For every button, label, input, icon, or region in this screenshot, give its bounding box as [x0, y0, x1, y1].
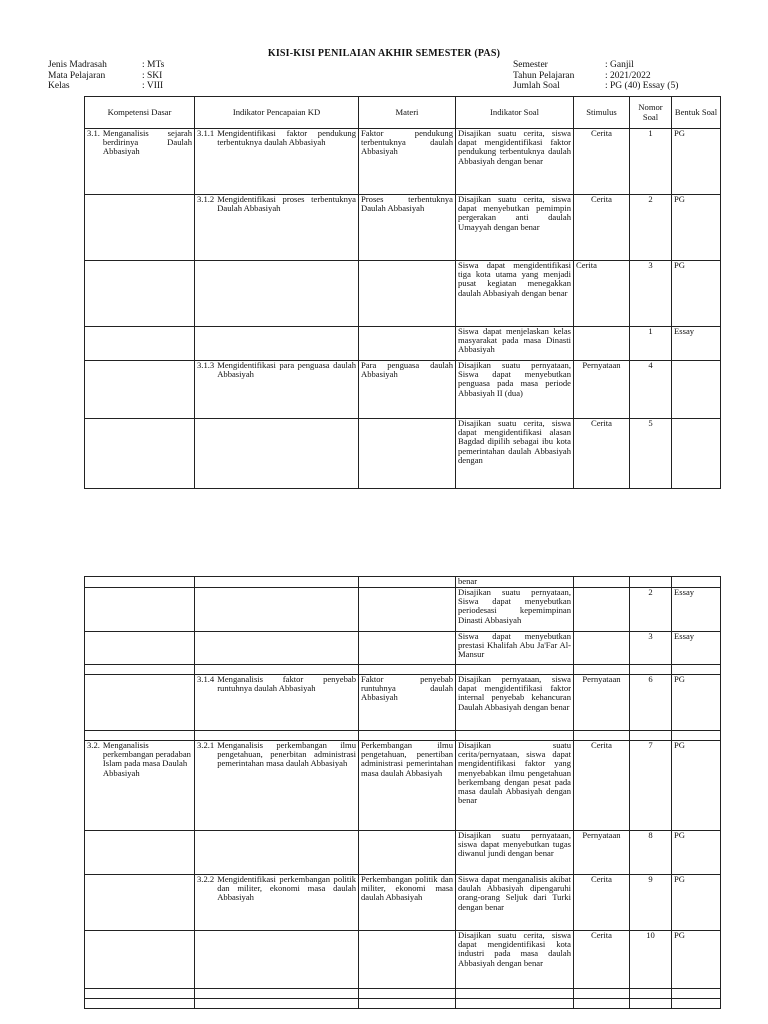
indikator-soal-cell: Disajikan suatu pernyataan, siswa dapat menyebutkan tugas diwanul jundi dengan benar	[456, 831, 574, 875]
ipk-text: Menganalisis perkembangan ilmu pengetahuan, penerbitan administrasi pemerintahan masa daulah Abbasiyah	[217, 740, 356, 769]
kd-cell	[85, 327, 195, 361]
ipk-cell	[195, 632, 359, 665]
ipk-text: Menganalisis faktor penyebab runtuhnya daulah Abbasiyah	[217, 674, 356, 694]
materi-cell	[359, 731, 456, 741]
indikator-soal-cell: Disajikan suatu cerita/pernyataan, siswa dapat mengidentifikasi faktor yang menyebabkan ilmu pengetahuan berkembang dengan pesat pada masa daulah Abbasiyah dengan benar	[456, 741, 574, 831]
materi-cell	[359, 999, 456, 1009]
header-nomor-soal: Nomor Soal	[630, 97, 672, 129]
materi-cell: Faktor penyebab runtuhnya daulah Abbasiyah	[359, 675, 456, 731]
stimulus-cell: Cerita	[574, 931, 630, 989]
table-row	[85, 741, 721, 831]
bentuk-soal-cell	[672, 731, 721, 741]
nomor-soal-cell: 9	[630, 875, 672, 931]
nomor-soal-cell: 6	[630, 675, 672, 731]
table-header-row	[85, 97, 721, 129]
indikator-soal-cell	[456, 731, 574, 741]
kd-cell	[85, 577, 195, 588]
materi-cell: Perkembangan politik dan militer, ekonomi masa daulah Abbasiyah	[359, 875, 456, 931]
indikator-soal-cell: Siswa dapat menyebutkan prestasi Khalifah Abu Ja'Far Al-Mansur	[456, 632, 574, 665]
ipk-cell	[195, 831, 359, 875]
ipk-text: Mengidentifikasi faktor pendukung terbentuknya daulah Abbasiyah	[217, 128, 356, 148]
header-bentuk-soal: Bentuk Soal	[672, 97, 721, 129]
nomor-soal-cell: 2	[630, 588, 672, 632]
ipk-cell	[195, 419, 359, 489]
ipk-cell	[195, 588, 359, 632]
kd-cell	[85, 875, 195, 931]
table-row	[85, 419, 721, 489]
materi-cell: Para penguasa daulah Abbasiyah	[359, 361, 456, 419]
bentuk-soal-cell	[672, 999, 721, 1009]
ipk-cell	[195, 129, 359, 195]
stimulus-cell: Cerita	[574, 261, 630, 327]
meta-left	[48, 60, 164, 92]
ipk-cell	[195, 361, 359, 419]
meta-label: Semester	[513, 60, 548, 70]
table-row	[85, 195, 721, 261]
stimulus-cell	[574, 989, 630, 999]
kd-cell	[85, 989, 195, 999]
bentuk-soal-cell	[672, 665, 721, 675]
materi-cell	[359, 931, 456, 989]
kisi-kisi-table-part-1	[84, 96, 721, 489]
ipk-number: 3.1.3	[197, 360, 215, 370]
ipk-cell	[195, 577, 359, 588]
meta-value: : PG (40) Essay (5)	[605, 81, 679, 91]
materi-cell	[359, 989, 456, 999]
nomor-soal-cell: 3	[630, 632, 672, 665]
header-indikator-soal: Indikator Soal	[456, 97, 574, 129]
bentuk-soal-cell: PG	[672, 741, 721, 831]
indikator-soal-cell	[456, 999, 574, 1009]
bentuk-soal-cell: PG	[672, 675, 721, 731]
nomor-soal-cell: 10	[630, 931, 672, 989]
kd-cell	[85, 665, 195, 675]
indikator-soal-cell: benar	[456, 577, 574, 588]
ipk-cell	[195, 931, 359, 989]
stimulus-cell	[574, 588, 630, 632]
materi-cell	[359, 419, 456, 489]
table-row	[85, 129, 721, 195]
table-row	[85, 931, 721, 989]
materi-cell	[359, 577, 456, 588]
nomor-soal-cell: 4	[630, 361, 672, 419]
kd-cell	[85, 129, 195, 195]
nomor-soal-cell: 3	[630, 261, 672, 327]
materi-cell: Proses terbentuknya Daulah Abbasiyah	[359, 195, 456, 261]
nomor-soal-cell: 1	[630, 327, 672, 361]
meta-value: : Ganjil	[605, 60, 634, 70]
kd-cell	[85, 419, 195, 489]
indikator-soal-cell: Disajikan suatu cerita, siswa dapat menyebutkan pemimpin pergerakan anti daulah Umayyah dengan benar	[456, 195, 574, 261]
ipk-cell	[195, 665, 359, 675]
indikator-soal-cell: Disajikan suatu pernyataan, Siswa dapat menyebutkan penguasa pada masa periode Abbasiyah II (dua)	[456, 361, 574, 419]
table-row	[85, 577, 721, 588]
table-row	[85, 361, 721, 419]
stimulus-cell: Pernyataan	[574, 675, 630, 731]
kd-cell	[85, 731, 195, 741]
indikator-soal-cell: Siswa dapat menganalisis akibat daulah Abbasiyah dipengaruhi orang-orang Seljuk dari Turki dengan benar	[456, 875, 574, 931]
nomor-soal-cell	[630, 731, 672, 741]
table-row	[85, 327, 721, 361]
bentuk-soal-cell: PG	[672, 129, 721, 195]
ipk-number: 3.1.4	[197, 674, 215, 684]
header-materi: Materi	[359, 97, 456, 129]
ipk-number: 3.2.2	[197, 874, 215, 884]
meta-value: : MTs	[142, 60, 165, 70]
kd-cell	[85, 675, 195, 731]
stimulus-cell	[574, 731, 630, 741]
bentuk-soal-cell	[672, 419, 721, 489]
nomor-soal-cell	[630, 989, 672, 999]
materi-cell	[359, 588, 456, 632]
stimulus-cell: Cerita	[574, 419, 630, 489]
nomor-soal-cell: 7	[630, 741, 672, 831]
stimulus-cell: Cerita	[574, 129, 630, 195]
kd-cell	[85, 195, 195, 261]
meta-right	[513, 60, 678, 92]
table-row	[85, 588, 721, 632]
ipk-cell	[195, 261, 359, 327]
kd-cell	[85, 831, 195, 875]
ipk-text: Mengidentifikasi para penguasa daulah Abbasiyah	[217, 360, 356, 380]
indikator-soal-cell	[456, 989, 574, 999]
header-indikator-kd: Indikator Pencapaian KD	[195, 97, 359, 129]
meta-label: Mata Pelajaran	[48, 70, 106, 81]
ipk-number: 3.1.1	[197, 128, 215, 138]
nomor-soal-cell: 5	[630, 419, 672, 489]
nomor-soal-cell	[630, 999, 672, 1009]
bentuk-soal-cell: PG	[672, 875, 721, 931]
table-row	[85, 665, 721, 675]
ipk-number: 3.1.2	[197, 194, 215, 204]
indikator-soal-cell: Siswa dapat mengidentifikasi tiga kota utama yang menjadi pusat kegiatan menegakkan daulah Abbasiyah dengan benar	[456, 261, 574, 327]
stimulus-cell: Cerita	[574, 875, 630, 931]
table-row	[85, 999, 721, 1009]
ipk-cell	[195, 999, 359, 1009]
meta-value: : VIII	[142, 81, 164, 91]
kd-cell	[85, 931, 195, 989]
ipk-cell	[195, 989, 359, 999]
kd-cell	[85, 999, 195, 1009]
stimulus-cell: Pernyataan	[574, 361, 630, 419]
table-row	[85, 831, 721, 875]
table-row	[85, 875, 721, 931]
stimulus-cell	[574, 327, 630, 361]
table-row	[85, 632, 721, 665]
meta-label: Jenis Madrasah	[48, 60, 107, 70]
stimulus-cell	[574, 577, 630, 588]
ipk-cell	[195, 875, 359, 931]
kd-cell	[85, 632, 195, 665]
bentuk-soal-cell	[672, 361, 721, 419]
indikator-soal-cell	[456, 665, 574, 675]
table-row	[85, 731, 721, 741]
indikator-soal-cell: Disajikan suatu cerita, siswa dapat mengidentifikasi alasan Bagdad dipilih sebagai ibu kota pemerintahan daulah Abbasiyah dengan	[456, 419, 574, 489]
indikator-soal-cell: Disajikan suatu cerita, siswa dapat mengidentifikasi kota industri pada masa daulah Abbasiyah dengan benar	[456, 931, 574, 989]
indikator-soal-cell: Disajikan suatu cerita, siswa dapat mengidentifikasi faktor pendukung terbentuknya daulah Abbasiyah dengan benar	[456, 129, 574, 195]
bentuk-soal-cell: Essay	[672, 632, 721, 665]
indikator-soal-cell: Disajikan suatu pernyataan, Siswa dapat menyebutkan periodesasi kepemimpinan Dinasti Abbasiyah	[456, 588, 574, 632]
materi-cell	[359, 261, 456, 327]
stimulus-cell	[574, 632, 630, 665]
bentuk-soal-cell: PG	[672, 831, 721, 875]
bentuk-soal-cell: PG	[672, 261, 721, 327]
stimulus-cell: Cerita	[574, 195, 630, 261]
ipk-text: Mengidentifikasi perkembangan politik dan militer, ekonomi masa daulah Abbasiyah	[217, 874, 356, 903]
meta-value: : 2021/2022	[605, 70, 651, 81]
kd-text: Menganalisis perkembangan peradaban Islam pada masa Daulah Abbasiyah	[102, 740, 191, 778]
header-kompetensi-dasar: Kompetensi Dasar	[85, 97, 195, 129]
nomor-soal-cell: 2	[630, 195, 672, 261]
nomor-soal-cell: 8	[630, 831, 672, 875]
bentuk-soal-cell	[672, 989, 721, 999]
meta-label: Kelas	[48, 81, 70, 91]
kisi-kisi-table-part-2	[84, 576, 721, 1009]
ipk-cell	[195, 327, 359, 361]
kd-cell	[85, 361, 195, 419]
document-title: KISI-KISI PENILAIAN AKHIR SEMESTER (PAS)	[267, 48, 501, 59]
meta-value: : SKI	[142, 70, 163, 81]
stimulus-cell	[574, 999, 630, 1009]
header-stimulus: Stimulus	[574, 97, 630, 129]
ipk-cell	[195, 741, 359, 831]
stimulus-cell	[574, 665, 630, 675]
bentuk-soal-cell: PG	[672, 195, 721, 261]
table-row	[85, 675, 721, 731]
bentuk-soal-cell: Essay	[672, 327, 721, 361]
indikator-soal-cell: Siswa dapat menjelaskan kelas masyarakat pada masa Dinasti Abbasiyah	[456, 327, 574, 361]
bentuk-soal-cell	[672, 577, 721, 588]
meta-label: Jumlah Soal	[513, 81, 560, 91]
kd-number: 3.2.	[87, 740, 100, 750]
ipk-text: Mengidentifikasi proses terbentuknya Daulah Abbasiyah	[217, 194, 356, 214]
materi-cell	[359, 632, 456, 665]
nomor-soal-cell	[630, 577, 672, 588]
stimulus-cell: Cerita	[574, 741, 630, 831]
kd-text: Menganalisis sejarah berdirinya Daulah Abbasiyah	[102, 128, 192, 157]
indikator-soal-cell: Disajikan pernyataan, siswa dapat mengidentifikasi faktor internal penyebab kehancuran Daulah Abbasiyah dengan benar	[456, 675, 574, 731]
materi-cell: Perkembangan ilmu pengetahuan, penertiban administrasi pemerintahan masa daulah Abbasiyah	[359, 741, 456, 831]
meta-label: Tahun Pelajaran	[513, 70, 575, 81]
kd-number: 3.1.	[87, 128, 100, 138]
materi-cell: Faktor pendukung terbentuknya daulah Abbasiyah	[359, 129, 456, 195]
nomor-soal-cell	[630, 665, 672, 675]
kd-cell	[85, 741, 195, 831]
materi-cell	[359, 665, 456, 675]
ipk-cell	[195, 675, 359, 731]
ipk-number: 3.2.1	[197, 740, 215, 750]
bentuk-soal-cell: Essay	[672, 588, 721, 632]
ipk-cell	[195, 731, 359, 741]
nomor-soal-cell: 1	[630, 129, 672, 195]
materi-cell	[359, 327, 456, 361]
table-row	[85, 989, 721, 999]
stimulus-cell: Pernyataan	[574, 831, 630, 875]
table-row	[85, 261, 721, 327]
kd-cell	[85, 261, 195, 327]
materi-cell	[359, 831, 456, 875]
kd-cell	[85, 588, 195, 632]
ipk-cell	[195, 195, 359, 261]
bentuk-soal-cell: PG	[672, 931, 721, 989]
